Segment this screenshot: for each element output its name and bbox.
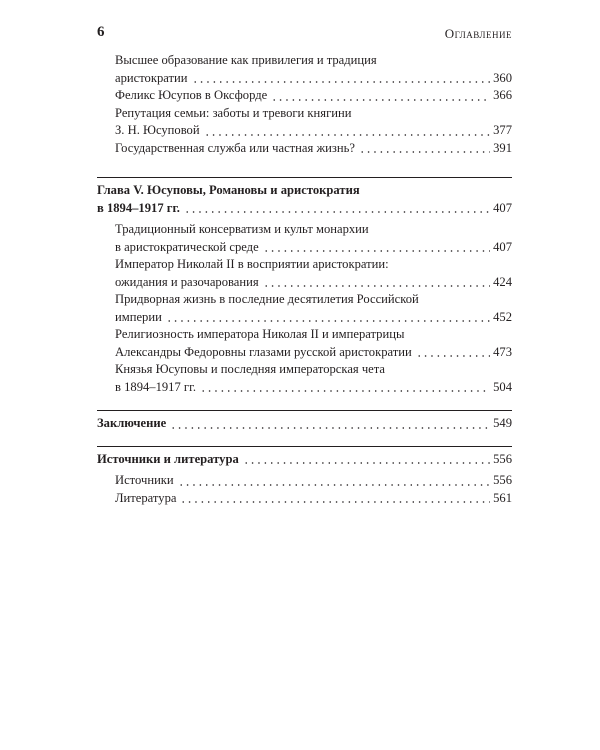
toc-section-title: Источники и литература [97,451,239,466]
leader-dots [359,151,490,153]
section-divider [97,410,512,411]
toc-page-number: 556 [493,451,512,466]
section-divider [97,446,512,447]
toc-entry-nicholas-ii-perception[interactable] [97,256,512,291]
toc-chapter-title-line2: в 1894–1917 гг. [97,200,180,215]
leader-dots [263,250,490,252]
toc-page-number: 407 [493,200,512,215]
toc-entry-yusupovs-imperial-couple[interactable] [97,361,512,396]
leader-dots [184,211,490,213]
toc-page-number: 556 [493,473,512,487]
toc-entry-religiosity[interactable] [97,326,512,361]
toc-entry-title-line2: З. Н. Юсуповой [115,123,200,137]
page-number: 6 [97,24,105,40]
leader-dots [180,501,490,503]
page-header [97,24,512,44]
running-head: Оглавление [444,26,512,41]
toc-chapter-title-line1: Глава V. Юсуповы, Романовы и аристократия [97,183,360,197]
toc-entry-title-line2: империи [115,309,162,324]
section-divider [97,177,512,178]
toc-page-number: 424 [493,274,512,289]
toc-entry-title-line2: ожидания и разочарования [115,274,259,289]
leader-dots [204,134,491,136]
leader-dots [263,285,490,287]
toc-page-number: 561 [493,490,512,505]
toc-entry-title-line1: Высшее образование как привилегия и традиция [115,53,377,67]
toc-entry-title-line1: Религиозность императора Николая II и императрицы [115,327,405,341]
table-of-contents [97,52,512,507]
leader-dots [192,81,491,83]
toc-entry-conclusion[interactable] [97,415,512,433]
leader-dots [243,462,490,464]
toc-entry-family-reputation[interactable] [97,105,512,140]
toc-entry-title-line1: Император Николай II в восприятии аристократии: [115,257,389,271]
toc-entry-title: Литература [115,490,177,505]
toc-entry-title-line2: в 1894–1917 гг. [115,379,196,394]
toc-entry-title-line1: Традиционный консерватизм и культ монархии [115,222,369,236]
toc-entry-title-line1: Князья Юсуповы и последняя императорская чета [115,362,386,376]
toc-page-number: 504 [493,379,512,394]
toc-page-number: 452 [493,309,512,324]
leader-dots [178,484,490,486]
toc-entry-title-line1: Придворная жизнь в последние десятилетия Российской [115,292,419,306]
toc-page-number: 360 [493,70,512,85]
toc-entry-oxford[interactable] [97,87,512,105]
toc-entry-sources-literature[interactable] [97,451,512,469]
toc-entry-higher-education[interactable] [97,52,512,87]
toc-entry-sources[interactable] [97,472,512,490]
toc-entry-title-line2: Александры Федоровны глазами русской аристократии [115,344,412,359]
toc-page-number: 377 [493,123,512,137]
toc-entry-title: Государственная служба или частная жизнь? [115,140,355,155]
toc-entry-court-life[interactable] [97,291,512,326]
toc-entry-title-line2: в аристократической среде [115,239,259,254]
toc-page-number: 407 [493,239,512,254]
toc-page-number: 391 [493,140,512,155]
toc-entry-conservatism[interactable] [97,221,512,256]
toc-entry-literature[interactable] [97,490,512,508]
toc-entry-chapter-5[interactable] [97,182,512,217]
toc-entry-title: Источники [115,473,174,487]
toc-entry-title: Феликс Юсупов в Оксфорде [115,88,268,102]
toc-entry-title-line2: аристократии [115,70,188,85]
leader-dots [271,99,490,101]
toc-page-number: 366 [493,88,512,102]
toc-section-title: Заключение [97,416,167,430]
leader-dots [200,390,490,392]
leader-dots [170,427,490,429]
toc-entry-title-line1: Репутация семьи: заботы и тревоги княгини [115,105,352,120]
toc-page-number: 549 [493,416,512,430]
leader-dots [166,320,490,322]
toc-page-number: 473 [493,344,512,359]
toc-entry-state-service[interactable] [97,140,512,158]
leader-dots [416,355,490,357]
